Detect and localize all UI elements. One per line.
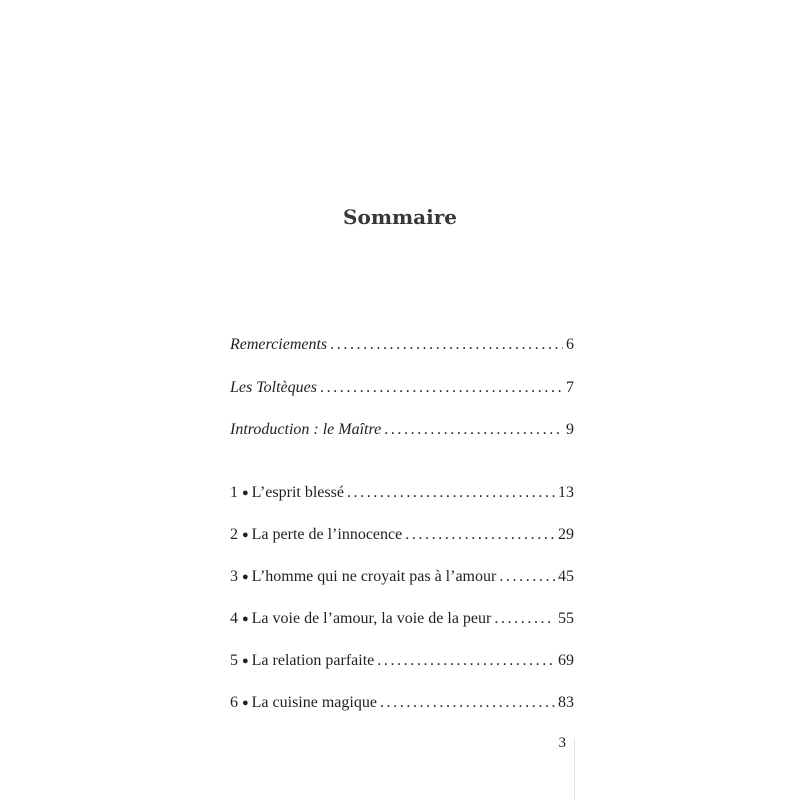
page-title: Sommaire [343, 205, 457, 229]
chapter-number: 1 [230, 484, 238, 501]
chapter-title: La relation parfaite [251, 652, 375, 669]
toc-entry-page: 83 [558, 694, 574, 711]
toc-entry-page: 69 [558, 652, 574, 669]
toc-entry-chapter-5[interactable] [230, 649, 574, 673]
toc-entry-label [230, 649, 374, 673]
toc-entry-label: Les Toltèques [230, 379, 317, 396]
dot-leader [499, 565, 555, 589]
toc-entry-introduction[interactable] [230, 418, 574, 442]
dot-leader [494, 607, 555, 631]
toc-entry-chapter-2[interactable] [230, 523, 574, 547]
bullet-icon: ● [242, 655, 249, 667]
toc-entry-remerciements[interactable] [230, 333, 574, 357]
toc-entry-chapter-6[interactable] [230, 691, 574, 715]
dot-leader [347, 481, 555, 505]
dot-leader [380, 691, 555, 715]
chapter-title: L’homme qui ne croyait pas à l’amour [251, 568, 497, 585]
toc-entry-chapter-3[interactable] [230, 565, 574, 589]
toc-entry-page: 6 [566, 336, 574, 353]
chapter-number: 5 [230, 652, 238, 669]
toc-entry-label [230, 565, 496, 589]
dot-leader [384, 418, 563, 442]
toc-entry-label [230, 481, 344, 505]
toc-entry-label: Introduction : le Maître [230, 421, 382, 438]
chapter-number: 6 [230, 694, 238, 711]
bullet-icon: ● [242, 529, 249, 541]
chapter-title: La perte de l’innocence [251, 526, 403, 543]
dot-leader [320, 376, 563, 400]
toc-entry-page: 55 [558, 610, 574, 627]
chapter-number: 4 [230, 610, 238, 627]
bullet-icon: ● [242, 487, 249, 499]
toc-entry-page: 7 [566, 379, 574, 396]
chapter-title: La cuisine magique [251, 694, 377, 711]
chapter-number: 3 [230, 568, 238, 585]
toc-entry-label [230, 607, 491, 631]
dot-leader [405, 523, 555, 547]
toc-entry-label [230, 691, 377, 715]
chapter-title: La voie de l’amour, la voie de la peur [251, 610, 492, 627]
toc-entry-chapter-4[interactable] [230, 607, 574, 631]
dot-leader [330, 333, 563, 357]
bullet-icon: ● [242, 697, 249, 709]
chapter-title: L’esprit blessé [251, 484, 344, 501]
toc-entry-chapter-1[interactable] [230, 481, 574, 505]
chapter-number: 2 [230, 526, 238, 543]
bullet-icon: ● [242, 571, 249, 583]
page-number: 3 [558, 735, 566, 751]
table-of-contents [230, 0, 574, 800]
toc-entry-page: 29 [558, 526, 574, 543]
toc-entry-page: 9 [566, 421, 574, 438]
toc-entry-les-tolteques[interactable] [230, 376, 574, 400]
toc-entry-label: Remerciements [230, 336, 328, 353]
toc-entry-page: 45 [558, 568, 574, 585]
toc-entry-label [230, 523, 402, 547]
bullet-icon: ● [242, 613, 249, 625]
toc-entry-page: 13 [558, 484, 574, 501]
page-edge-divider [574, 738, 575, 800]
dot-leader [377, 649, 555, 673]
